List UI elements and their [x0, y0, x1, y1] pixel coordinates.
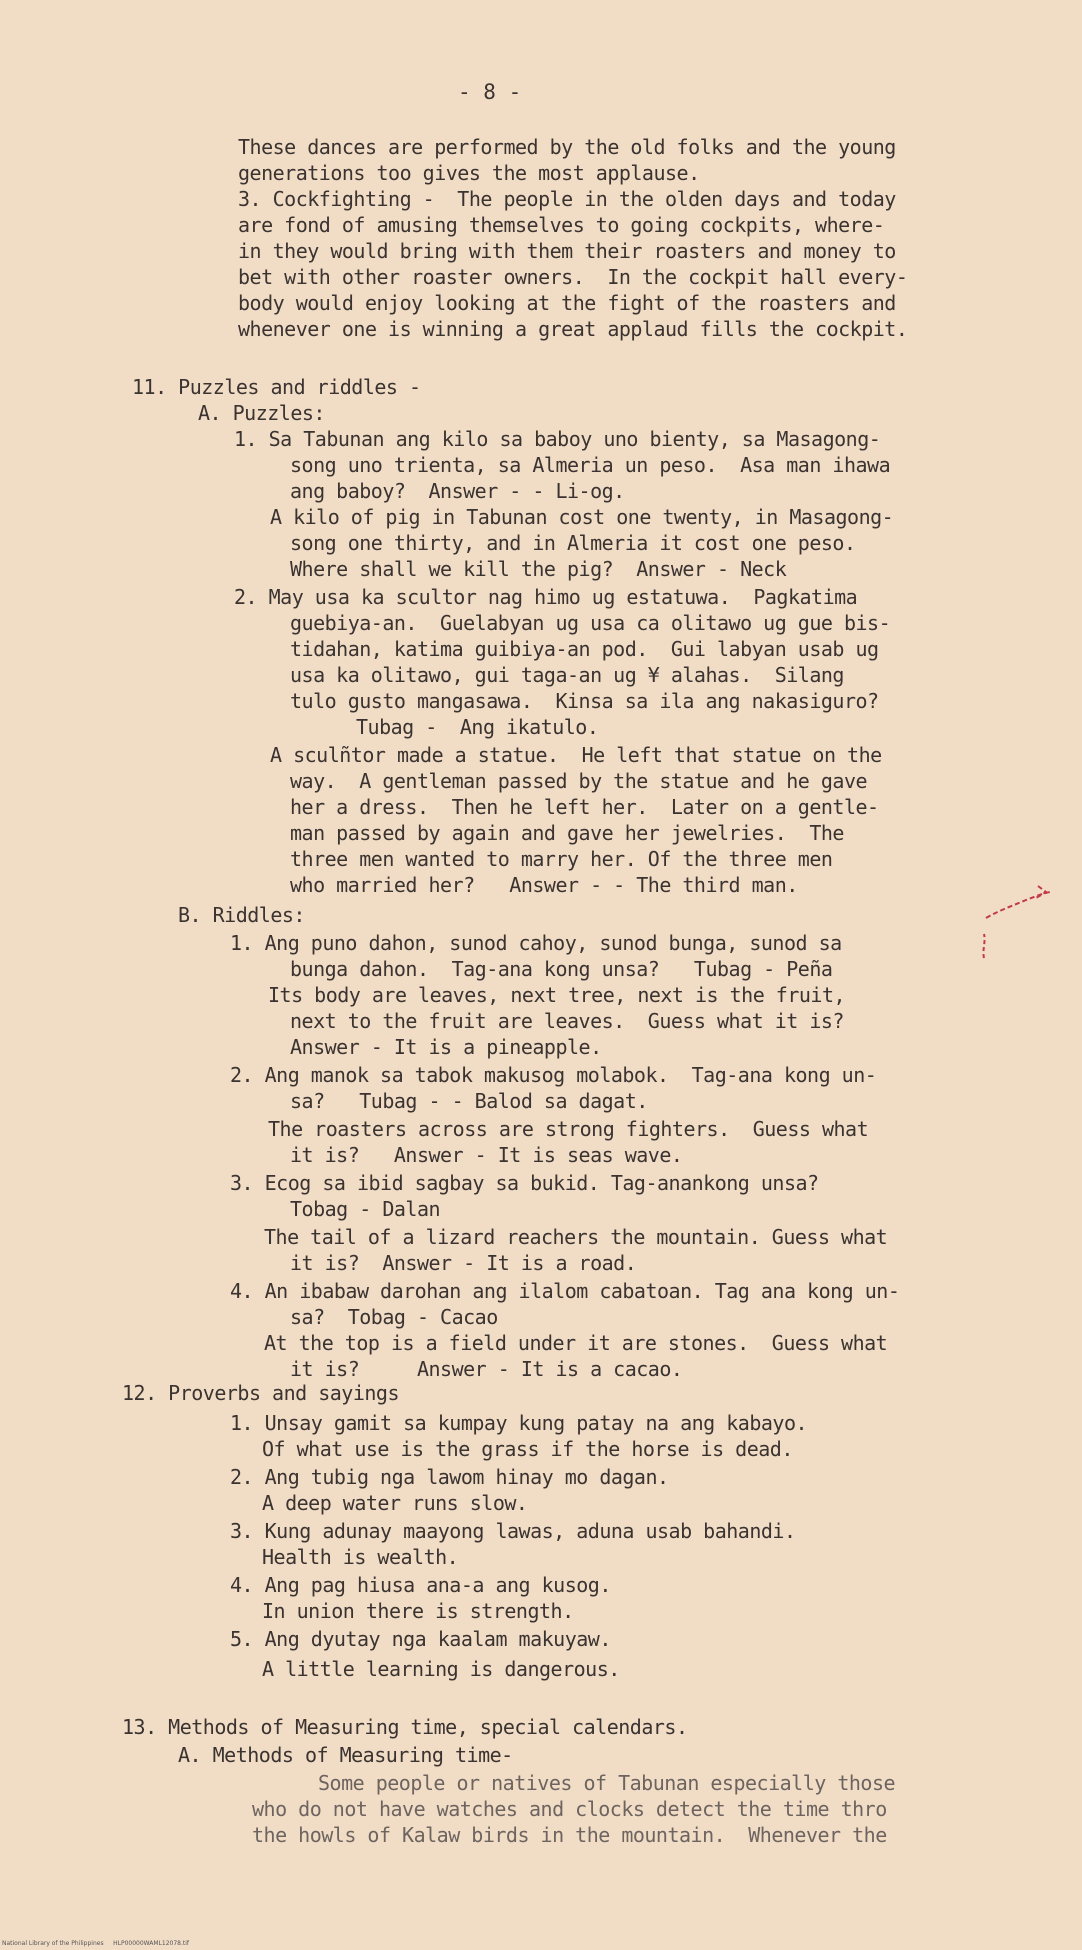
text-line: the howls of Kalaw birds in the mountain. Whenever the	[252, 1823, 887, 1847]
text-line: 3. Kung adunay maayong lawas, aduna usab bahandi.	[230, 1519, 796, 1543]
text-line: it is? Answer - It is a cacao.	[290, 1357, 683, 1381]
text-line: are fond of amusing themselves to going cockpits, where-	[238, 213, 885, 237]
subsection-heading: A. Puzzles:	[198, 401, 325, 425]
text-line: Health is wealth.	[262, 1545, 459, 1569]
text-line: bunga dahon. Tag-ana kong unsa? Tubag - Peña	[290, 957, 833, 981]
text-line: Answer - It is a pineapple.	[290, 1035, 602, 1059]
text-line: 3. Ecog sa ibid sagbay sa bukid. Tag-anankong unsa?	[230, 1171, 819, 1195]
text-line: Of what use is the grass if the horse is dead.	[262, 1437, 793, 1461]
text-line: guebiya-an. Guelabyan ug usa ca olitawo ug gue bis-	[290, 611, 891, 635]
text-line: Where shall we kill the pig? Answer - Neck	[290, 557, 787, 581]
text-line: Some people or natives of Tabunan especially those	[318, 1771, 896, 1795]
text-line: song one thirty, and in Almeria it cost one peso.	[290, 531, 856, 555]
text-line: 2. May usa ka scultor nag himo ug estatuwa. Pagkatima	[234, 585, 858, 609]
text-line: A sculñtor made a statue. He left that statue on the	[270, 743, 882, 767]
text-line: Tubag - Ang ikatulo.	[356, 715, 599, 739]
text-line: bet with other roaster owners. In the cockpit hall every-	[238, 265, 908, 289]
text-line: it is? Answer - It is seas wave.	[290, 1143, 683, 1167]
text-line: who married her? Answer - - The third man.	[290, 873, 798, 897]
text-line: Its body are leaves, next tree, next is the fruit,	[268, 983, 846, 1007]
text-line: 5. Ang dyutay nga kaalam makuyaw.	[230, 1627, 611, 1651]
text-line: who do not have watches and clocks detect the time thro	[252, 1797, 887, 1821]
text-line: 1. Sa Tabunan ang kilo sa baboy uno bienty, sa Masagong-	[234, 427, 881, 451]
page-number: - 8 -	[458, 80, 522, 104]
text-line: three men wanted to marry her. Of the three men	[290, 847, 833, 871]
text-line: 2. Ang tubig nga lawom hinay mo dagan.	[230, 1465, 669, 1489]
text-line: sa? Tubag - - Balod sa dagat.	[290, 1089, 648, 1113]
scan-footer: National Library of the Philippines HLP00000WAML12078.tif	[2, 1940, 190, 1947]
section-heading: 12. Proverbs and sayings	[122, 1381, 399, 1405]
text-line: 4. An ibabaw darohan ang ilalom cabatoan. Tag ana kong un-	[230, 1279, 900, 1303]
text-line: man passed by again and gave her jewelries. The	[290, 821, 844, 845]
red-pencil-mark	[980, 870, 1060, 970]
text-line: sa? Tobag - Cacao	[290, 1305, 498, 1329]
text-line: At the top is a field under it are stones. Guess what	[264, 1331, 888, 1355]
text-line: generations too gives the most applause.	[238, 161, 700, 185]
text-line: ang baboy? Answer - - Li-og.	[290, 479, 625, 503]
text-line: body would enjoy looking at the fight of the roasters and	[238, 291, 896, 315]
text-line: 1. Ang puno dahon, sunod cahoy, sunod bunga, sunod sa	[230, 931, 842, 955]
subsection-heading: A. Methods of Measuring time-	[178, 1743, 513, 1767]
text-line: way. A gentleman passed by the statue and he gave	[290, 769, 868, 793]
text-line: A deep water runs slow.	[262, 1491, 528, 1515]
text-line: usa ka olitawo, gui taga-an ug ¥ alahas. Silang	[290, 663, 844, 687]
text-line: These dances are performed by the old folks and the young	[238, 135, 896, 159]
text-line: Tobag - Dalan	[290, 1197, 441, 1221]
text-line: 2. Ang manok sa tabok makusog molabok. Tag-ana kong un-	[230, 1063, 877, 1087]
text-line: The roasters across are strong fighters. Guess what	[268, 1117, 869, 1141]
text-line: 4. Ang pag hiusa ana-a ang kusog.	[230, 1573, 611, 1597]
text-line: in they would bring with them their roasters and money to	[238, 239, 896, 263]
text-line: In union there is strength.	[262, 1599, 574, 1623]
text-line: tulo gusto mangasawa. Kinsa sa ila ang nakasiguro?	[290, 689, 879, 713]
text-line: A little learning is dangerous.	[262, 1657, 620, 1681]
text-line: whenever one is winning a great applaud fills the cockpit.	[238, 317, 908, 341]
subsection-heading: B. Riddles:	[178, 903, 305, 927]
section-heading: 13. Methods of Measuring time, special calendars.	[122, 1715, 688, 1739]
text-line: song uno trienta, sa Almeria un peso. Asa man ihawa	[290, 453, 891, 477]
text-line: next to the fruit are leaves. Guess what it is?	[290, 1009, 844, 1033]
text-line: 1. Unsay gamit sa kumpay kung patay na ang kabayo.	[230, 1411, 808, 1435]
text-line: A kilo of pig in Tabunan cost one twenty, in Masagong-	[270, 505, 894, 529]
section-heading: 11. Puzzles and riddles -	[132, 375, 421, 399]
text-line: it is? Answer - It is a road.	[290, 1251, 637, 1275]
text-line: 3. Cockfighting - The people in the olden days and today	[238, 187, 896, 211]
text-line: The tail of a lizard reachers the mountain. Guess what	[264, 1225, 888, 1249]
text-line: tidahan, katima guibiya-an pod. Gui labyan usab ug	[290, 637, 879, 661]
text-line: her a dress. Then he left her. Later on a gentle-	[290, 795, 879, 819]
